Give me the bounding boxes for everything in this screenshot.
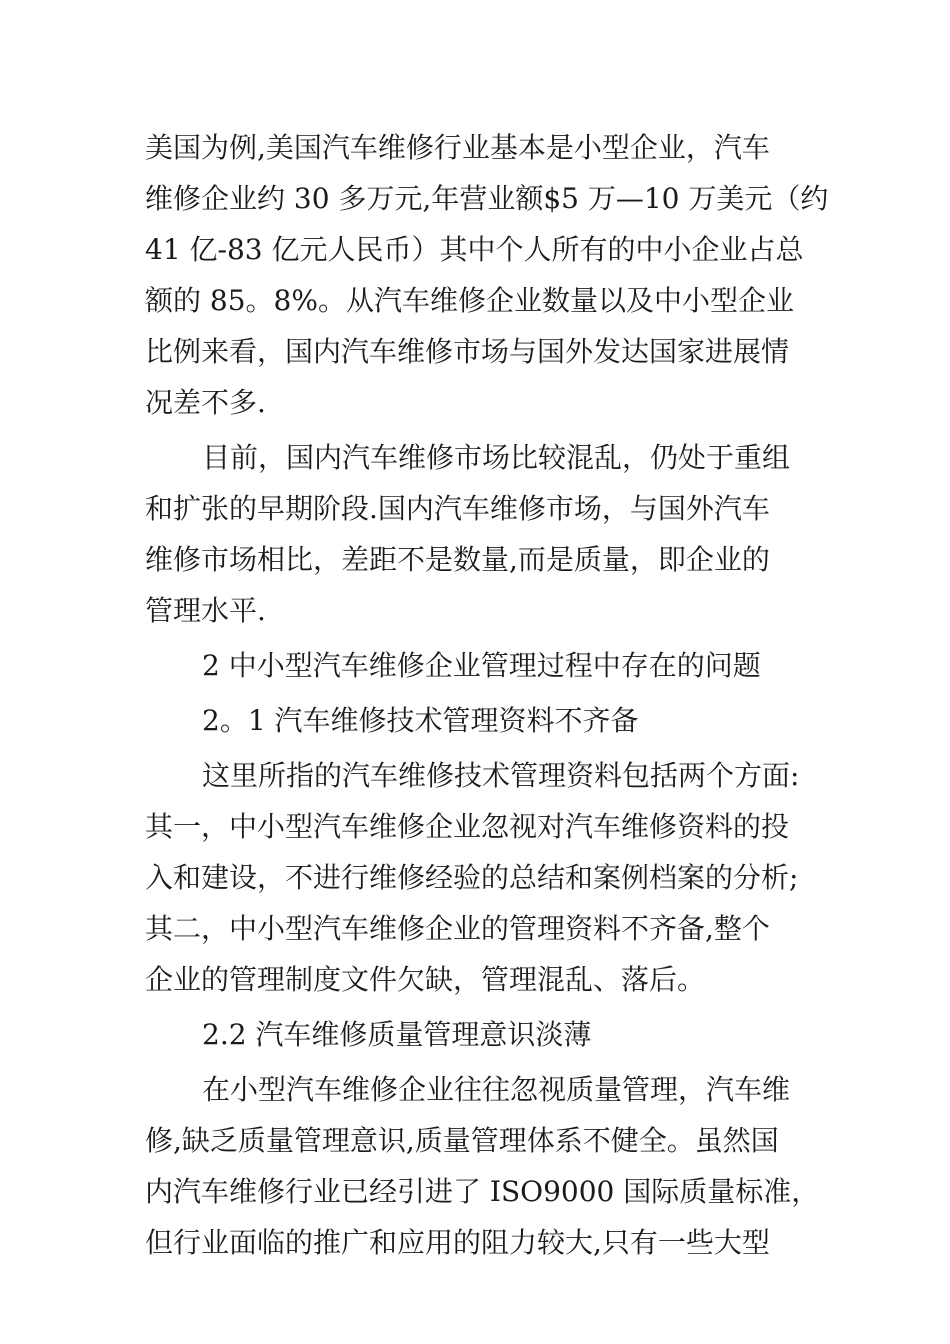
text-line: 但行业面临的推广和应用的阻力较大,只有一些大型 [145, 1226, 770, 1259]
text-line: 其一，中小型汽车维修企业忽视对汽车维修资料的投 [145, 810, 790, 843]
text-line: 维修市场相比，差距不是数量,而是质量，即企业的 [145, 543, 770, 576]
subsection-heading: 2.2 汽车维修质量管理意识淡薄 [202, 1018, 592, 1051]
text-line: 管理水平. [145, 594, 266, 627]
text-line: 内汽车维修行业已经引进了 ISO9000 国际质量标准， [145, 1175, 820, 1208]
paragraph [145, 750, 815, 1005]
text-line: 目前，国内汽车维修市场比较混乱，仍处于重组 [202, 441, 791, 474]
text-line: 入和建设，不进行维修经验的总结和案例档案的分析; [145, 861, 799, 894]
text-line: 额的 85。8%。从汽车维修企业数量以及中小型企业 [145, 284, 794, 317]
paragraph [145, 432, 815, 636]
text-line: 况差不多. [145, 386, 266, 419]
text-line: 修,缺乏质量管理意识,质量管理体系不健全。虽然国 [145, 1124, 779, 1157]
paragraph [145, 1064, 820, 1268]
subsection-heading: 2。1 汽车维修技术管理资料不齐备 [202, 704, 639, 737]
text-line: 在小型汽车维修企业往往忽视质量管理，汽车维 [202, 1073, 791, 1106]
text-line: 这里所指的汽车维修技术管理资料包括两个方面: [202, 759, 800, 792]
text-line: 和扩张的早期阶段.国内汽车维修市场，与国外汽车 [145, 492, 770, 525]
section-heading: 2 中小型汽车维修企业管理过程中存在的问题 [202, 649, 761, 682]
text-line: 41 亿-83 亿元人民币）其中个人所有的中小企业占总 [145, 233, 804, 266]
text-line: 美国为例,美国汽车维修行业基本是小型企业，汽车 [145, 131, 770, 164]
text-line: 企业的管理制度文件欠缺，管理混乱、落后。 [145, 963, 706, 996]
document-body [145, 122, 829, 1268]
text-line: 其二，中小型汽车维修企业的管理资料不齐备,整个 [145, 912, 770, 945]
paragraph [145, 122, 829, 428]
text-line: 维修企业约 30 多万元,年营业额$5 万—10 万美元（约 [145, 182, 829, 215]
text-line: 比例来看，国内汽车维修市场与国外发达国家进展情 [145, 335, 790, 368]
